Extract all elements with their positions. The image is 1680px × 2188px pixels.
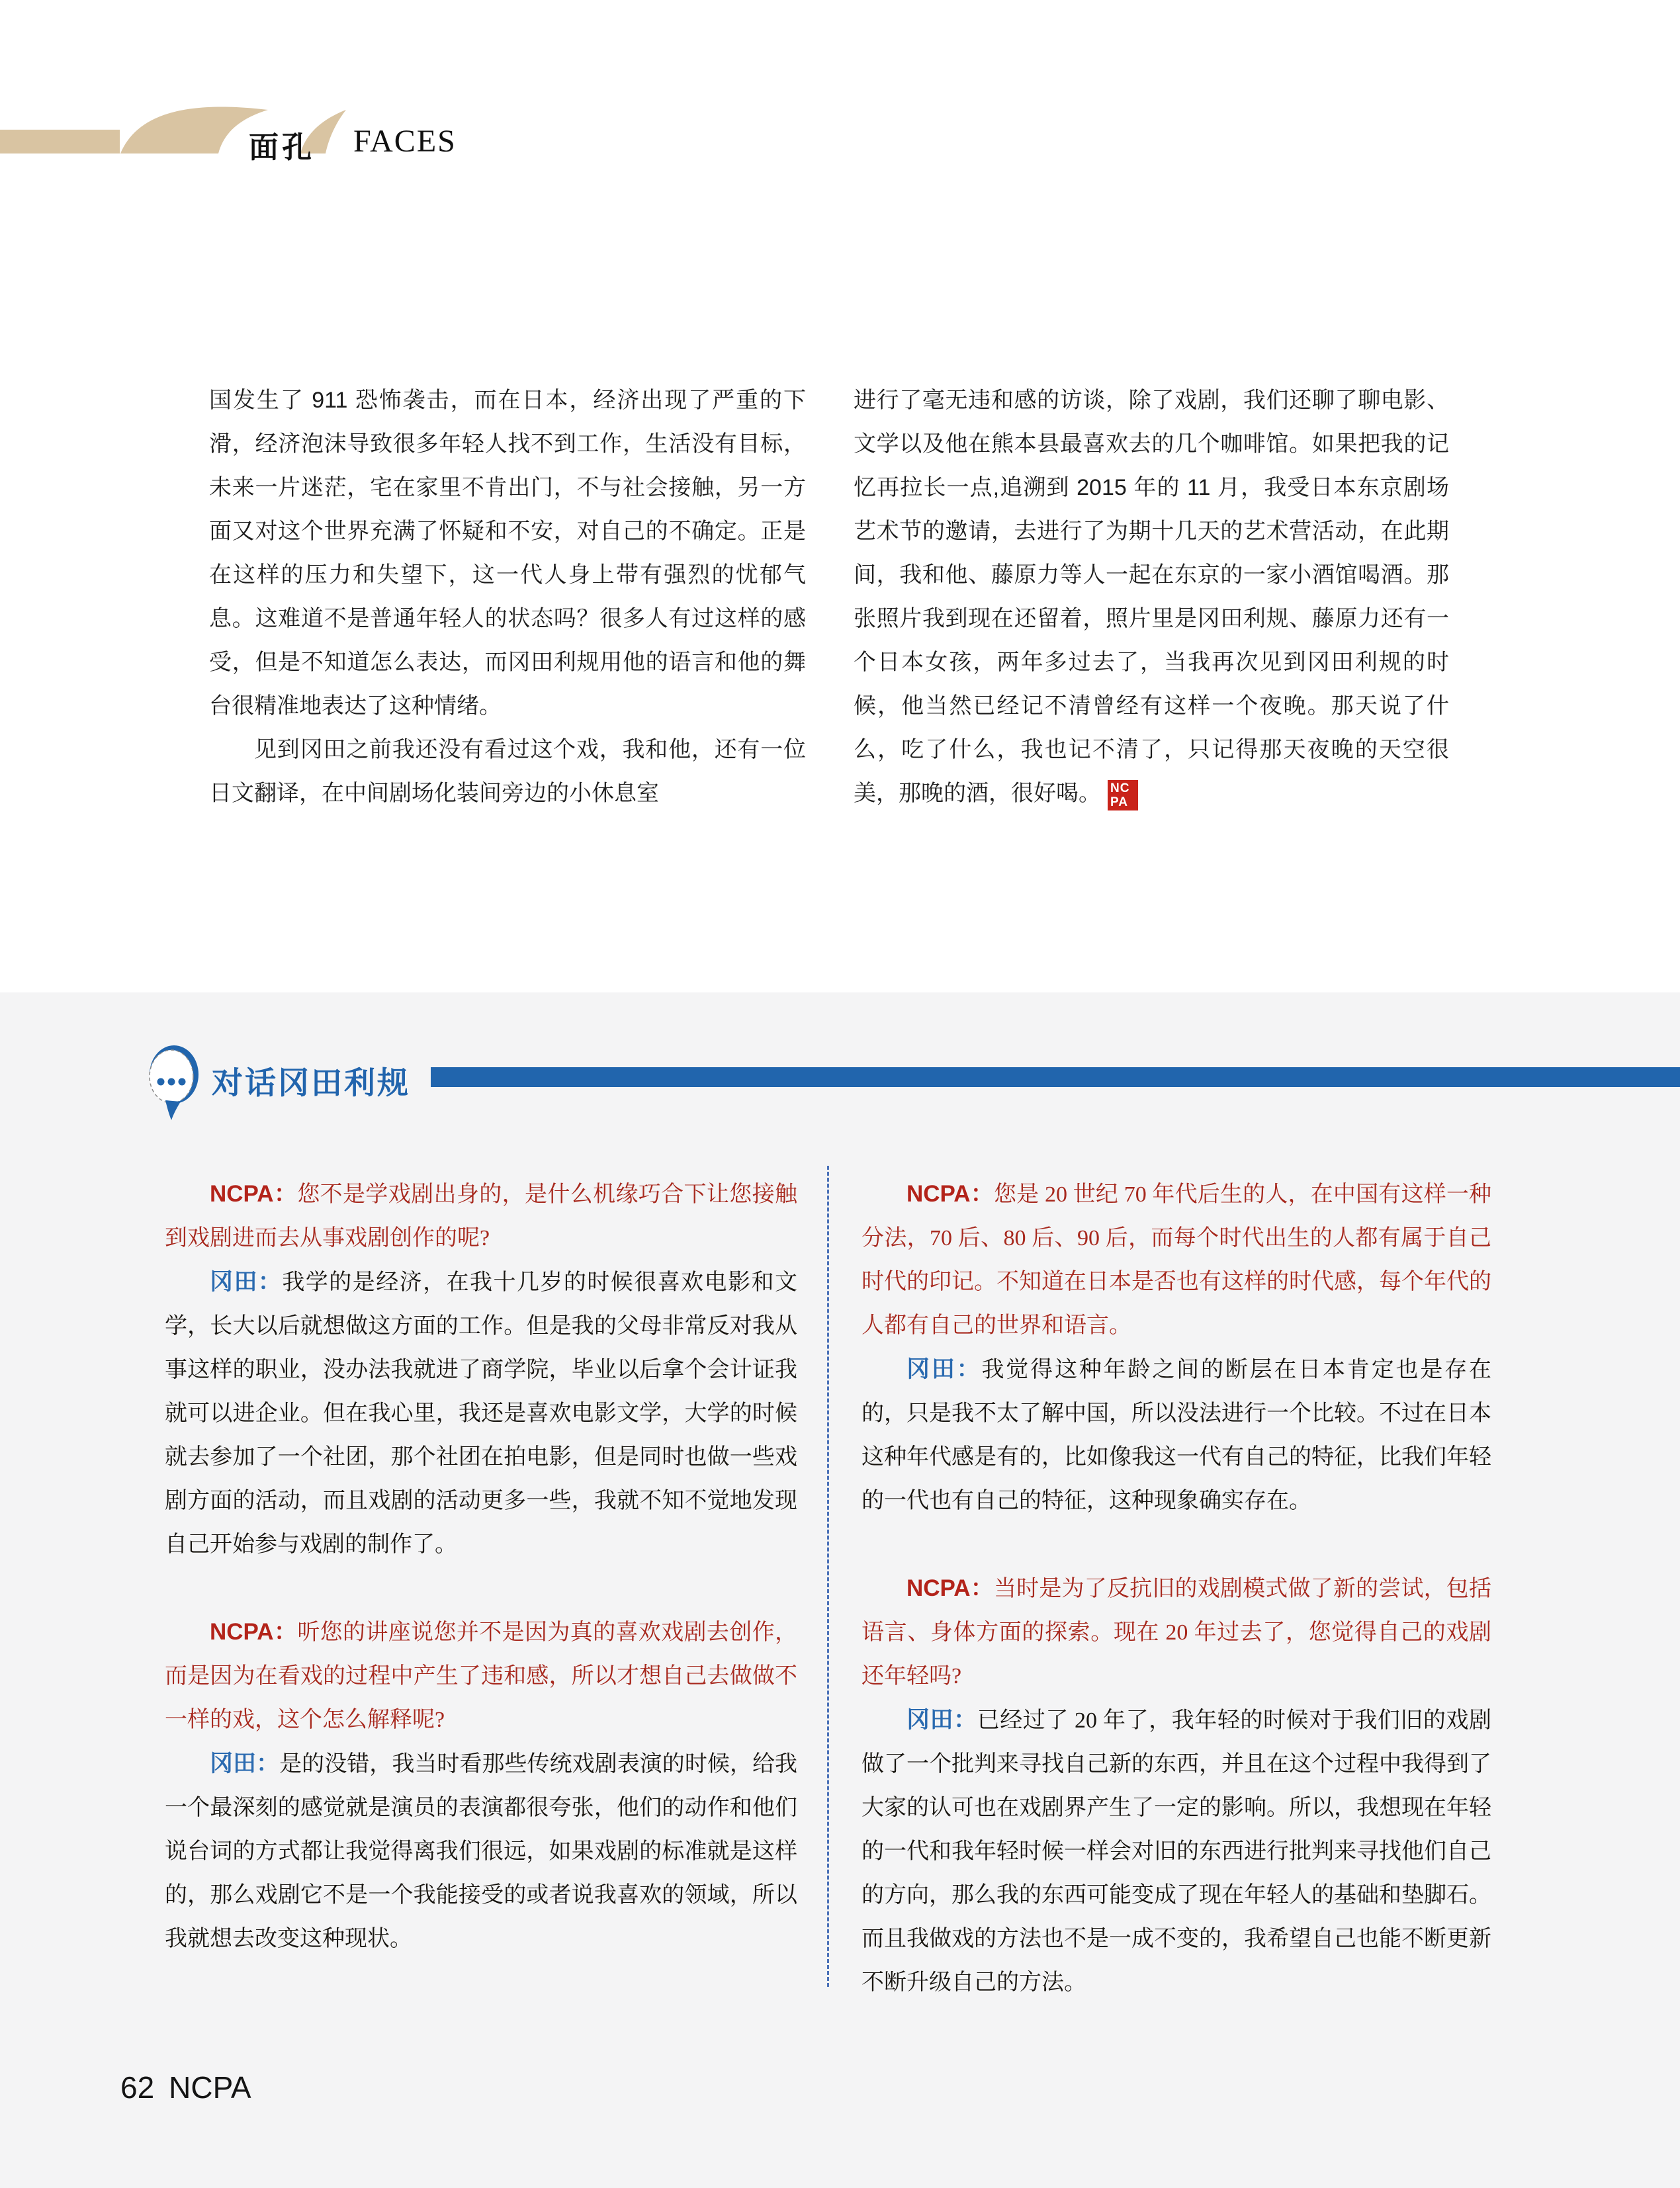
speaker-label-okada: 冈田： xyxy=(906,1356,982,1382)
article-column-right xyxy=(854,378,1449,815)
speaker-label-okada: 冈田： xyxy=(210,1751,280,1776)
interview-answer xyxy=(862,1698,1491,2005)
article-column-left xyxy=(209,378,806,815)
article-paragraph xyxy=(854,378,1449,815)
speaker-label-ncpa: NCPA： xyxy=(210,1619,298,1645)
question-text: 您是 20 世纪 70 年代后生的人，在中国有这样一种分法，70 后、80 后、90 后，而每个时代出生的人都有属于自己时代的印记。不知道在日本是否也有这样的时代感，每个年代的人都有自己的世界和语言。 xyxy=(862,1182,1492,1338)
answer-text: 我觉得这种年龄之间的断层在日本肯定也是存在的，只是我不太了解中国，所以没法进行一个比较。不过在日本这种年代感是有的，比如像我这一代有自己的特征，比我们年轻的一代也有自己的特征，这种现象确实存在。 xyxy=(862,1358,1491,1513)
dialogue-title-bar xyxy=(431,1067,1680,1087)
page-number: 62 xyxy=(120,2070,155,2105)
question-text: 您不是学戏剧出身的，是什么机缘巧合下让您接触到戏剧进而去从事戏剧创作的呢? xyxy=(165,1182,798,1250)
article-paragraph-text: 进行了毫无违和感的访谈，除了戏剧，我们还聊了聊电影、文学以及他在熊本县最喜欢去的几个咖啡馆。如果把我的记忆再拉长一点,追溯到 2015 年的 11 月，我受日本东京剧场艺术节的邀请，去进行了为期十几天的艺术营活动，在此期间，我和他、藤原力等人一起在东京的一家小酒馆喝酒。那张照片我到现在还留着，照片里是冈田利规、藤原力还有一个日本女孩，两年多过去了，当我再次见到冈田利规的时候，他当然已经记不清曾经有这样一个夜晚。那天说了什么，吃了什么，我也记不清了，只记得那天夜晚的天空很美，那晚的酒，很好喝。 xyxy=(854,388,1449,806)
interview-column-left xyxy=(165,1172,797,1961)
dialogue-title: 对话冈田利规 xyxy=(212,1065,410,1100)
interview-answer xyxy=(165,1742,797,1961)
answer-text: 我学的是经济，在我十几岁的时候很喜欢电影和文学，长大以后就想做这方面的工作。但是我的父母非常反对我从事这样的职业，没办法我就进了商学院，毕业以后拿个会计证我就可以进企业。但在我心里，我还是喜欢电影文学，大学的时候就去参加了一个社团，那个社团在拍电影，但是同时也做一些戏剧方面的活动，而且戏剧的活动更多一些，我就不知不觉地发现自己开始参与戏剧的制作了。 xyxy=(165,1270,797,1557)
magazine-name: NCPA xyxy=(169,2070,251,2105)
speaker-label-okada: 冈田： xyxy=(210,1269,283,1295)
interview-question xyxy=(165,1172,797,1260)
speaker-label-okada: 冈田： xyxy=(906,1707,977,1733)
speaker-label-ncpa: NCPA： xyxy=(906,1181,994,1207)
interview-answer xyxy=(862,1348,1491,1523)
section-title-en: FACES xyxy=(353,124,457,159)
question-text: 听您的讲座说您并不是因为真的喜欢戏剧去创作，而是因为在看戏的过程中产生了违和感，所以才想自己去做做不一样的戏，这个怎么解释呢? xyxy=(165,1620,798,1732)
column-divider xyxy=(827,1166,829,1987)
article-paragraph: 见到冈田之前我还没有看过这个戏，我和他，还有一位日文翻译，在中间剧场化装间旁边的小休息室 xyxy=(209,737,806,806)
ncpa-endmark-icon: NC PA xyxy=(1108,780,1138,810)
page-footer xyxy=(120,2070,251,2105)
interview-answer xyxy=(165,1260,797,1567)
interview-question xyxy=(862,1567,1491,1698)
dialogue-section xyxy=(0,992,1680,2188)
interview-column-right xyxy=(862,1172,1491,2005)
answer-text: 已经过了 20 年了，我年轻的时候对于我们旧的戏剧做了一个批判来寻找自己新的东西，并且在这个过程中我得到了大家的认可也在戏剧界产生了一定的影响。所以，我想现在年轻的一代和我年轻时候一样会对旧的东西进行批判来寻找他们自己的方向，那么我的东西可能变成了现在年轻人的基础和垫脚石。而且我做戏的方法也不是一成不变的，我希望自己也能不断更新不断升级自己的方法。 xyxy=(862,1708,1491,1995)
speech-bubble-icon xyxy=(147,1044,201,1122)
interview-question xyxy=(862,1172,1491,1348)
interview-question xyxy=(165,1610,797,1742)
article-paragraph: 国发生了 911 恐怖袭击，而在日本，经济出现了严重的下滑，经济泡沫导致很多年轻人找不到工作，生活没有目标，未来一片迷茫，宅在家里不肯出门，不与社会接触，另一方面又对这个世界充满了怀疑和不安，对自己的不确定。正是在这样的压力和失望下，这一代人身上带有强烈的忧郁气息。这难道不是普通年轻人的状态吗？很多人有过这样的感受，但是不知道怎么表达，而冈田利规用他的语言和他的舞台很精准地表达了这种情绪。 xyxy=(209,388,806,719)
speaker-label-ncpa: NCPA： xyxy=(906,1575,994,1601)
answer-text: 是的没错，我当时看那些传统戏剧表演的时候，给我一个最深刻的感觉就是演员的表演都很夸张，他们的动作和他们说台词的方式都让我觉得离我们很远，如果戏剧的标准就是这样的，那么戏剧它不是一个我能接受的或者说我喜欢的领域，所以我就想去改变这种现状。 xyxy=(165,1752,797,1951)
section-title-cn: 面孔 xyxy=(249,130,316,164)
question-text: 当时是为了反抗旧的戏剧模式做了新的尝试，包括语言、身体方面的探索。现在 20 年过去了，您觉得自己的戏剧还年轻吗? xyxy=(862,1577,1492,1688)
speaker-label-ncpa: NCPA： xyxy=(210,1181,298,1207)
